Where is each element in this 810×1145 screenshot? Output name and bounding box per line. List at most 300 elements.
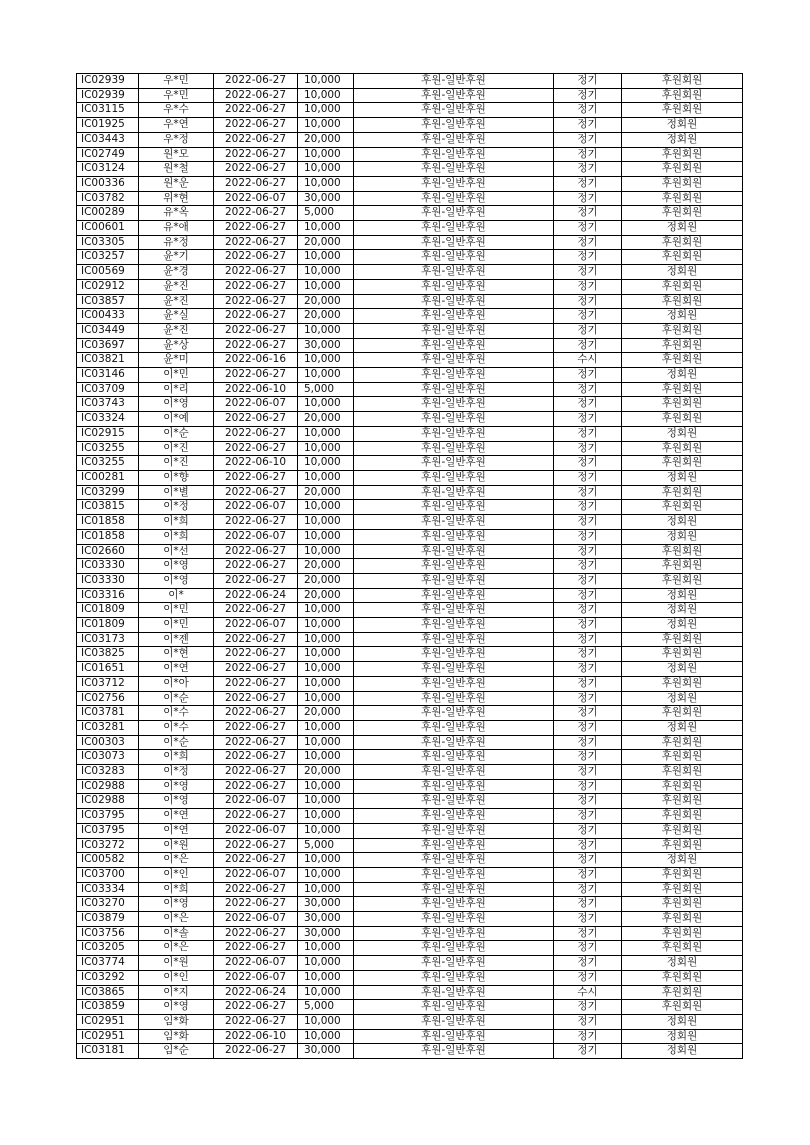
- cycle-cell: 정기: [554, 706, 622, 721]
- member-type-cell: 후원회원: [622, 250, 743, 265]
- date-cell: 2022-06-27: [214, 162, 298, 177]
- amount-cell: 10,000: [298, 632, 354, 647]
- donation-type-cell: 후원-일반후원: [354, 544, 554, 559]
- member-type-cell: 후원회원: [622, 779, 743, 794]
- name-cell: 이*민: [139, 603, 214, 618]
- table-row: [77, 470, 743, 485]
- member-id-cell: IC03073: [77, 750, 139, 765]
- date-cell: 2022-06-27: [214, 735, 298, 750]
- name-cell: 원*운: [139, 176, 214, 191]
- name-cell: 우*민: [139, 88, 214, 103]
- donation-type-cell: 후원-일반후원: [354, 176, 554, 191]
- member-type-cell: 후원회원: [622, 750, 743, 765]
- amount-cell: 30,000: [298, 897, 354, 912]
- date-cell: 2022-06-27: [214, 441, 298, 456]
- member-type-cell: 후원회원: [622, 103, 743, 118]
- name-cell: 이*원: [139, 838, 214, 853]
- name-cell: 유*애: [139, 221, 214, 236]
- member-id-cell: IC00582: [77, 853, 139, 868]
- date-cell: 2022-06-07: [214, 397, 298, 412]
- member-type-cell: 후원회원: [622, 809, 743, 824]
- name-cell: 이*연: [139, 662, 214, 677]
- donation-type-cell: 후원-일반후원: [354, 412, 554, 427]
- amount-cell: 10,000: [298, 441, 354, 456]
- name-cell: 우*수: [139, 103, 214, 118]
- member-id-cell: IC02749: [77, 147, 139, 162]
- table-row: [77, 397, 743, 412]
- member-type-cell: 후원회원: [622, 294, 743, 309]
- name-cell: 이*인: [139, 970, 214, 985]
- member-type-cell: 정회원: [622, 368, 743, 383]
- table-row: [77, 750, 743, 765]
- donation-type-cell: 후원-일반후원: [354, 720, 554, 735]
- table-row: [77, 647, 743, 662]
- cycle-cell: 정기: [554, 647, 622, 662]
- table-row: [77, 103, 743, 118]
- name-cell: 이*은: [139, 912, 214, 927]
- member-id-cell: IC03316: [77, 588, 139, 603]
- name-cell: 이*순: [139, 735, 214, 750]
- date-cell: 2022-06-27: [214, 279, 298, 294]
- member-id-cell: IC03857: [77, 294, 139, 309]
- amount-cell: 10,000: [298, 176, 354, 191]
- cycle-cell: 정기: [554, 309, 622, 324]
- member-id-cell: IC03781: [77, 706, 139, 721]
- member-id-cell: IC03825: [77, 647, 139, 662]
- table-row: [77, 191, 743, 206]
- cycle-cell: 정기: [554, 250, 622, 265]
- amount-cell: 10,000: [298, 1015, 354, 1030]
- member-id-cell: IC01651: [77, 662, 139, 677]
- date-cell: 2022-06-24: [214, 588, 298, 603]
- date-cell: 2022-06-07: [214, 912, 298, 927]
- name-cell: 이*순: [139, 691, 214, 706]
- donation-type-cell: 후원-일반후원: [354, 235, 554, 250]
- cycle-cell: 정기: [554, 720, 622, 735]
- donation-type-cell: 후원-일반후원: [354, 676, 554, 691]
- table-row: [77, 1044, 743, 1059]
- date-cell: 2022-06-24: [214, 985, 298, 1000]
- member-id-cell: IC03292: [77, 970, 139, 985]
- table-row: [77, 912, 743, 927]
- date-cell: 2022-06-27: [214, 882, 298, 897]
- cycle-cell: 정기: [554, 470, 622, 485]
- member-type-cell: 후원회원: [622, 456, 743, 471]
- donation-type-cell: 후원-일반후원: [354, 221, 554, 236]
- donation-type-cell: 후원-일반후원: [354, 441, 554, 456]
- name-cell: 이*은: [139, 853, 214, 868]
- amount-cell: 10,000: [298, 603, 354, 618]
- member-type-cell: 정회원: [622, 662, 743, 677]
- name-cell: 이*희: [139, 515, 214, 530]
- member-type-cell: 후원회원: [622, 926, 743, 941]
- member-id-cell: IC03743: [77, 397, 139, 412]
- date-cell: 2022-06-27: [214, 897, 298, 912]
- member-id-cell: IC02988: [77, 779, 139, 794]
- cycle-cell: 정기: [554, 882, 622, 897]
- name-cell: 이*은: [139, 941, 214, 956]
- amount-cell: 10,000: [298, 750, 354, 765]
- table-row: [77, 529, 743, 544]
- cycle-cell: 정기: [554, 456, 622, 471]
- date-cell: 2022-06-27: [214, 926, 298, 941]
- name-cell: 이*영: [139, 1000, 214, 1015]
- amount-cell: 20,000: [298, 588, 354, 603]
- member-type-cell: 정회원: [622, 720, 743, 735]
- member-id-cell: IC03146: [77, 368, 139, 383]
- date-cell: 2022-06-27: [214, 103, 298, 118]
- name-cell: 이*별: [139, 485, 214, 500]
- table-row: [77, 882, 743, 897]
- member-id-cell: IC00433: [77, 309, 139, 324]
- cycle-cell: 정기: [554, 368, 622, 383]
- member-type-cell: 후원회원: [622, 573, 743, 588]
- cycle-cell: 정기: [554, 515, 622, 530]
- donation-type-cell: 후원-일반후원: [354, 397, 554, 412]
- amount-cell: 30,000: [298, 338, 354, 353]
- table-row: [77, 74, 743, 89]
- cycle-cell: 정기: [554, 735, 622, 750]
- table-row: [77, 426, 743, 441]
- table-row: [77, 897, 743, 912]
- member-type-cell: 후원회원: [622, 794, 743, 809]
- name-cell: 임*화: [139, 1015, 214, 1030]
- member-id-cell: IC02951: [77, 1029, 139, 1044]
- donation-table: [76, 73, 743, 1059]
- amount-cell: 10,000: [298, 970, 354, 985]
- member-type-cell: 후원회원: [622, 485, 743, 500]
- member-type-cell: 후원회원: [622, 1000, 743, 1015]
- table-row: [77, 838, 743, 853]
- member-id-cell: IC03272: [77, 838, 139, 853]
- member-type-cell: 후원회원: [622, 382, 743, 397]
- donation-type-cell: 후원-일반후원: [354, 588, 554, 603]
- cycle-cell: 정기: [554, 956, 622, 971]
- date-cell: 2022-06-27: [214, 235, 298, 250]
- date-cell: 2022-06-07: [214, 618, 298, 633]
- date-cell: 2022-06-27: [214, 559, 298, 574]
- cycle-cell: 정기: [554, 838, 622, 853]
- cycle-cell: 정기: [554, 632, 622, 647]
- cycle-cell: 정기: [554, 382, 622, 397]
- name-cell: 이*원: [139, 956, 214, 971]
- member-type-cell: 후원회원: [622, 867, 743, 882]
- member-type-cell: 후원회원: [622, 970, 743, 985]
- member-type-cell: 후원회원: [622, 74, 743, 89]
- donation-type-cell: 후원-일반후원: [354, 368, 554, 383]
- name-cell: 윤*경: [139, 265, 214, 280]
- name-cell: 윤*진: [139, 279, 214, 294]
- name-cell: 이*영: [139, 779, 214, 794]
- name-cell: 이*영: [139, 397, 214, 412]
- cycle-cell: 정기: [554, 265, 622, 280]
- date-cell: 2022-06-07: [214, 956, 298, 971]
- table-row: [77, 1029, 743, 1044]
- name-cell: 유*옥: [139, 206, 214, 221]
- name-cell: 윤*진: [139, 323, 214, 338]
- table-row: [77, 206, 743, 221]
- donation-type-cell: 후원-일반후원: [354, 956, 554, 971]
- member-id-cell: IC03859: [77, 1000, 139, 1015]
- member-id-cell: IC03115: [77, 103, 139, 118]
- name-cell: 이*민: [139, 618, 214, 633]
- amount-cell: 20,000: [298, 559, 354, 574]
- cycle-cell: 정기: [554, 912, 622, 927]
- cycle-cell: 정기: [554, 426, 622, 441]
- table-row: [77, 221, 743, 236]
- amount-cell: 20,000: [298, 294, 354, 309]
- amount-cell: 10,000: [298, 426, 354, 441]
- cycle-cell: 정기: [554, 588, 622, 603]
- name-cell: 원*철: [139, 162, 214, 177]
- donation-type-cell: 후원-일반후원: [354, 735, 554, 750]
- amount-cell: 10,000: [298, 544, 354, 559]
- member-id-cell: IC00601: [77, 221, 139, 236]
- member-id-cell: IC02912: [77, 279, 139, 294]
- donation-type-cell: 후원-일반후원: [354, 632, 554, 647]
- member-id-cell: IC03330: [77, 559, 139, 574]
- table-row: [77, 765, 743, 780]
- member-type-cell: 정회원: [622, 515, 743, 530]
- amount-cell: 10,000: [298, 647, 354, 662]
- member-id-cell: IC03697: [77, 338, 139, 353]
- cycle-cell: 정기: [554, 529, 622, 544]
- table-row: [77, 382, 743, 397]
- member-id-cell: IC03270: [77, 897, 139, 912]
- date-cell: 2022-06-27: [214, 426, 298, 441]
- member-id-cell: IC02660: [77, 544, 139, 559]
- donation-type-cell: 후원-일반후원: [354, 765, 554, 780]
- amount-cell: 10,000: [298, 985, 354, 1000]
- member-type-cell: 정회원: [622, 1015, 743, 1030]
- amount-cell: 10,000: [298, 353, 354, 368]
- date-cell: 2022-06-27: [214, 88, 298, 103]
- name-cell: 이*민: [139, 368, 214, 383]
- member-type-cell: 정회원: [622, 221, 743, 236]
- table-row: [77, 941, 743, 956]
- member-type-cell: 후원회원: [622, 235, 743, 250]
- name-cell: 윤*상: [139, 338, 214, 353]
- donation-type-cell: 후원-일반후원: [354, 426, 554, 441]
- member-id-cell: IC01858: [77, 529, 139, 544]
- donation-type-cell: 후원-일반후원: [354, 1044, 554, 1059]
- table-row: [77, 867, 743, 882]
- name-cell: 이*지: [139, 985, 214, 1000]
- date-cell: 2022-06-27: [214, 485, 298, 500]
- cycle-cell: 정기: [554, 750, 622, 765]
- amount-cell: 10,000: [298, 323, 354, 338]
- member-id-cell: IC03255: [77, 441, 139, 456]
- cycle-cell: 정기: [554, 1044, 622, 1059]
- member-type-cell: 후원회원: [622, 544, 743, 559]
- member-id-cell: IC03865: [77, 985, 139, 1000]
- donation-type-cell: 후원-일반후원: [354, 794, 554, 809]
- date-cell: 2022-06-10: [214, 1029, 298, 1044]
- date-cell: 2022-06-27: [214, 309, 298, 324]
- donation-type-cell: 후원-일반후원: [354, 323, 554, 338]
- date-cell: 2022-06-27: [214, 941, 298, 956]
- name-cell: 원*모: [139, 147, 214, 162]
- amount-cell: 10,000: [298, 676, 354, 691]
- amount-cell: 5,000: [298, 1000, 354, 1015]
- cycle-cell: 정기: [554, 500, 622, 515]
- name-cell: 위*현: [139, 191, 214, 206]
- amount-cell: 10,000: [298, 882, 354, 897]
- cycle-cell: 정기: [554, 823, 622, 838]
- member-id-cell: IC01809: [77, 603, 139, 618]
- member-id-cell: IC03821: [77, 353, 139, 368]
- donation-type-cell: 후원-일반후원: [354, 618, 554, 633]
- donation-type-cell: 후원-일반후원: [354, 779, 554, 794]
- member-id-cell: IC03712: [77, 676, 139, 691]
- name-cell: 이*젠: [139, 632, 214, 647]
- cycle-cell: 정기: [554, 1015, 622, 1030]
- date-cell: 2022-06-27: [214, 470, 298, 485]
- member-type-cell: 후원회원: [622, 838, 743, 853]
- name-cell: 이*연: [139, 809, 214, 824]
- table-row: [77, 676, 743, 691]
- date-cell: 2022-06-27: [214, 765, 298, 780]
- donation-type-cell: 후원-일반후원: [354, 132, 554, 147]
- donation-type-cell: 후원-일반후원: [354, 515, 554, 530]
- date-cell: 2022-06-27: [214, 74, 298, 89]
- table-row: [77, 632, 743, 647]
- amount-cell: 10,000: [298, 1029, 354, 1044]
- name-cell: 이*희: [139, 529, 214, 544]
- cycle-cell: 정기: [554, 809, 622, 824]
- member-id-cell: IC03181: [77, 1044, 139, 1059]
- donation-type-cell: 후원-일반후원: [354, 162, 554, 177]
- member-id-cell: IC02951: [77, 1015, 139, 1030]
- date-cell: 2022-06-16: [214, 353, 298, 368]
- member-id-cell: IC00336: [77, 176, 139, 191]
- name-cell: 윤*기: [139, 250, 214, 265]
- date-cell: 2022-06-07: [214, 191, 298, 206]
- member-type-cell: 후원회원: [622, 823, 743, 838]
- amount-cell: 10,000: [298, 279, 354, 294]
- name-cell: 이*향: [139, 470, 214, 485]
- cycle-cell: 정기: [554, 279, 622, 294]
- donation-type-cell: 후원-일반후원: [354, 867, 554, 882]
- member-id-cell: IC03305: [77, 235, 139, 250]
- amount-cell: 10,000: [298, 941, 354, 956]
- member-type-cell: 정회원: [622, 1029, 743, 1044]
- amount-cell: 10,000: [298, 265, 354, 280]
- table-row: [77, 544, 743, 559]
- table-row: [77, 485, 743, 500]
- date-cell: 2022-06-27: [214, 838, 298, 853]
- cycle-cell: 정기: [554, 118, 622, 133]
- amount-cell: 10,000: [298, 162, 354, 177]
- table-row: [77, 353, 743, 368]
- member-type-cell: 정회원: [622, 1044, 743, 1059]
- amount-cell: 10,000: [298, 368, 354, 383]
- table-row: [77, 662, 743, 677]
- donation-type-cell: 후원-일반후원: [354, 191, 554, 206]
- date-cell: 2022-06-07: [214, 500, 298, 515]
- cycle-cell: 정기: [554, 441, 622, 456]
- cycle-cell: 정기: [554, 294, 622, 309]
- member-id-cell: IC03124: [77, 162, 139, 177]
- donation-type-cell: 후원-일반후원: [354, 809, 554, 824]
- donation-type-cell: 후원-일반후원: [354, 1029, 554, 1044]
- table-row: [77, 368, 743, 383]
- name-cell: 임*순: [139, 1044, 214, 1059]
- donation-type-cell: 후원-일반후원: [354, 294, 554, 309]
- member-type-cell: 정회원: [622, 309, 743, 324]
- cycle-cell: 정기: [554, 74, 622, 89]
- member-type-cell: 정회원: [622, 426, 743, 441]
- table-row: [77, 162, 743, 177]
- donation-type-cell: 후원-일반후원: [354, 353, 554, 368]
- member-type-cell: 후원회원: [622, 441, 743, 456]
- amount-cell: 10,000: [298, 397, 354, 412]
- date-cell: 2022-06-27: [214, 676, 298, 691]
- amount-cell: 10,000: [298, 867, 354, 882]
- donation-type-cell: 후원-일반후원: [354, 985, 554, 1000]
- name-cell: 이*선: [139, 544, 214, 559]
- cycle-cell: 정기: [554, 926, 622, 941]
- amount-cell: 10,000: [298, 74, 354, 89]
- donation-type-cell: 후원-일반후원: [354, 103, 554, 118]
- donation-type-cell: 후원-일반후원: [354, 912, 554, 927]
- cycle-cell: 정기: [554, 897, 622, 912]
- date-cell: 2022-06-27: [214, 691, 298, 706]
- name-cell: 이*솔: [139, 926, 214, 941]
- member-type-cell: 후원회원: [622, 88, 743, 103]
- cycle-cell: 정기: [554, 603, 622, 618]
- date-cell: 2022-06-07: [214, 794, 298, 809]
- cycle-cell: 정기: [554, 162, 622, 177]
- date-cell: 2022-06-27: [214, 323, 298, 338]
- cycle-cell: 정기: [554, 794, 622, 809]
- cycle-cell: 정기: [554, 1029, 622, 1044]
- member-type-cell: 후원회원: [622, 191, 743, 206]
- member-type-cell: 후원회원: [622, 882, 743, 897]
- donation-type-cell: 후원-일반후원: [354, 118, 554, 133]
- member-id-cell: IC03709: [77, 382, 139, 397]
- amount-cell: 10,000: [298, 779, 354, 794]
- amount-cell: 30,000: [298, 1044, 354, 1059]
- donation-type-cell: 후원-일반후원: [354, 382, 554, 397]
- date-cell: 2022-06-27: [214, 338, 298, 353]
- date-cell: 2022-06-27: [214, 412, 298, 427]
- name-cell: 이*희: [139, 750, 214, 765]
- date-cell: 2022-06-27: [214, 720, 298, 735]
- amount-cell: 20,000: [298, 235, 354, 250]
- amount-cell: 10,000: [298, 823, 354, 838]
- member-type-cell: 후원회원: [622, 353, 743, 368]
- member-id-cell: IC02939: [77, 88, 139, 103]
- member-id-cell: IC03257: [77, 250, 139, 265]
- amount-cell: 20,000: [298, 132, 354, 147]
- table-row: [77, 88, 743, 103]
- table-row: [77, 132, 743, 147]
- date-cell: 2022-06-27: [214, 544, 298, 559]
- donation-type-cell: 후원-일반후원: [354, 470, 554, 485]
- cycle-cell: 수시: [554, 985, 622, 1000]
- donation-type-cell: 후원-일반후원: [354, 573, 554, 588]
- amount-cell: 10,000: [298, 456, 354, 471]
- amount-cell: 10,000: [298, 853, 354, 868]
- table-row: [77, 338, 743, 353]
- member-type-cell: 후원회원: [622, 632, 743, 647]
- donation-type-cell: 후원-일반후원: [354, 882, 554, 897]
- date-cell: 2022-06-27: [214, 1015, 298, 1030]
- table-body: [77, 74, 743, 1059]
- donation-type-cell: 후원-일반후원: [354, 1015, 554, 1030]
- member-type-cell: 정회원: [622, 470, 743, 485]
